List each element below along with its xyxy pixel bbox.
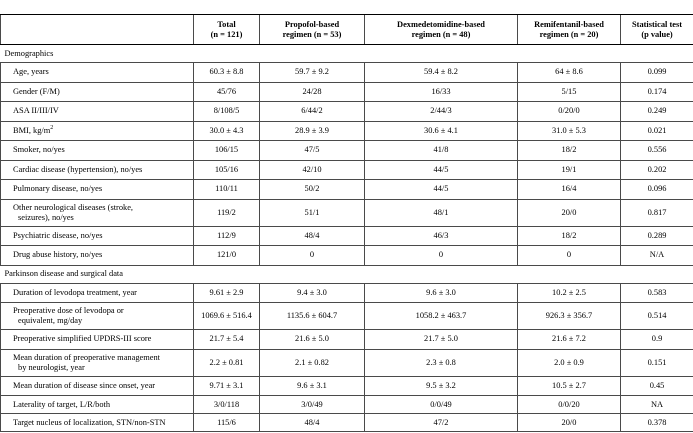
table-row (1, 376, 693, 396)
table-cell: 30.6 ± 4.1 (365, 121, 518, 141)
table-cell: 0.249 (621, 102, 693, 122)
table-cell: 119/2 (194, 199, 260, 226)
table-cell: 0.096 (621, 180, 693, 200)
table-cell: 48/1 (365, 199, 518, 226)
table-cell: 0 (365, 246, 518, 266)
table-cell: 18/2 (518, 226, 621, 246)
table-row (1, 303, 693, 330)
table-cell: 16/33 (365, 82, 518, 102)
table-row (1, 330, 693, 350)
table-cell: 42/10 (260, 160, 365, 180)
table-cell: 0.45 (621, 376, 693, 396)
table-cell: 0/20/0 (518, 102, 621, 122)
table-cell: 1135.6 ± 604.7 (260, 303, 365, 330)
table-cell: 44/5 (365, 180, 518, 200)
table-cell: 9.71 ± 3.1 (194, 376, 260, 396)
table-cell: 0.9 (621, 330, 693, 350)
table-cell: 121/0 (194, 246, 260, 266)
table-cell: 21.6 ± 7.2 (518, 330, 621, 350)
row-label: ASA II/III/IV (1, 102, 194, 122)
header-propofol: Propofol-based regimen (n = 53) (260, 15, 365, 45)
header-remifentanil: Remifentanil-based regimen (n = 20) (518, 15, 621, 45)
table-cell: 64 ± 8.6 (518, 63, 621, 83)
table-cell: 20/0 (518, 199, 621, 226)
table-cell: N/A (621, 246, 693, 266)
table-cell: 10.2 ± 2.5 (518, 283, 621, 303)
table-cell: 112/9 (194, 226, 260, 246)
table-row (1, 414, 693, 432)
table-cell: 59.4 ± 8.2 (365, 63, 518, 83)
row-label: BMI, $kg/m^2$ (1, 121, 194, 141)
table-cell: 18/2 (518, 141, 621, 161)
table-row (1, 246, 693, 266)
table-cell: 20/0 (518, 414, 621, 432)
table-cell: 47/2 (365, 414, 518, 432)
row-label: Drug abuse history, no/yes (1, 246, 194, 266)
header-statistical-test: Statistical test (p value) (621, 15, 693, 45)
table-cell: 0 (260, 246, 365, 266)
table-cell: 50/2 (260, 180, 365, 200)
header-row (1, 15, 693, 45)
row-label: Smoker, no/yes (1, 141, 194, 161)
table-cell: 2.2 ± 0.81 (194, 349, 260, 376)
row-label: Psychiatric disease, no/yes (1, 226, 194, 246)
table-cell: 3/0/49 (260, 396, 365, 414)
table-row (1, 396, 693, 414)
table-cell: 0/0/20 (518, 396, 621, 414)
table-cell: 1069.6 ± 516.4 (194, 303, 260, 330)
table-row (1, 121, 693, 141)
table-cell: 0.151 (621, 349, 693, 376)
table-cell: 19/1 (518, 160, 621, 180)
table-cell: 0.514 (621, 303, 693, 330)
table-cell: 9.5 ± 3.2 (365, 376, 518, 396)
table-cell: 2/44/3 (365, 102, 518, 122)
section-title: Parkinson disease and surgical data (1, 265, 693, 283)
table-cell: 41/8 (365, 141, 518, 161)
section-row (1, 45, 693, 63)
row-label: Gender (F/M) (1, 82, 194, 102)
table-cell: 30.0 ± 4.3 (194, 121, 260, 141)
table-cell: 47/5 (260, 141, 365, 161)
row-label: Cardiac disease (hypertension), no/yes (1, 160, 194, 180)
table-cell: 110/11 (194, 180, 260, 200)
table-cell: 21.7 ± 5.0 (365, 330, 518, 350)
table-cell: 0.021 (621, 121, 693, 141)
table-cell: 0.202 (621, 160, 693, 180)
row-label: Laterality of target, L/R/both (1, 396, 194, 414)
table-cell: NA (621, 396, 693, 414)
table-cell: 926.3 ± 356.7 (518, 303, 621, 330)
row-label: Age, years (1, 63, 194, 83)
row-label: Preoperative simplified UPDRS-III score (1, 330, 194, 350)
table-cell: 9.6 ± 3.1 (260, 376, 365, 396)
table-row (1, 283, 693, 303)
table-cell: 28.9 ± 3.9 (260, 121, 365, 141)
row-label: Mean duration of disease since onset, year (1, 376, 194, 396)
table-cell: 0 (518, 246, 621, 266)
table-row (1, 141, 693, 161)
table-cell: 24/28 (260, 82, 365, 102)
table-cell: 0.817 (621, 199, 693, 226)
table-cell: 2.3 ± 0.8 (365, 349, 518, 376)
table-cell: 45/76 (194, 82, 260, 102)
table-cell: 3/0/118 (194, 396, 260, 414)
table-cell: 0.378 (621, 414, 693, 432)
table-cell: 51/1 (260, 199, 365, 226)
table-cell: 46/3 (365, 226, 518, 246)
table-cell: 48/4 (260, 414, 365, 432)
table-cell: 0.556 (621, 141, 693, 161)
table-cell: 59.7 ± 9.2 (260, 63, 365, 83)
table-top-rule (1, 0, 693, 15)
row-label: Target nucleus of localization, STN/non-STN (1, 414, 194, 432)
table-cell: 0/0/49 (365, 396, 518, 414)
section-title: Demographics (1, 45, 693, 63)
table-cell: 2.1 ± 0.82 (260, 349, 365, 376)
header-total: Total (n = 121) (194, 15, 260, 45)
row-label: Mean duration of preoperative management by neurologist, year (1, 349, 194, 376)
header-dexmedetomidine: Dexmedetomidine-based regimen (n = 48) (365, 15, 518, 45)
row-label: Duration of levodopa treatment, year (1, 283, 194, 303)
table-cell: 105/16 (194, 160, 260, 180)
table-cell: 5/15 (518, 82, 621, 102)
table-row (1, 226, 693, 246)
table-cell: 0.099 (621, 63, 693, 83)
table-cell: 9.4 ± 3.0 (260, 283, 365, 303)
table-row (1, 199, 693, 226)
table-row (1, 102, 693, 122)
row-label: Other neurological diseases (stroke, seizures), no/yes (1, 199, 194, 226)
header-blank (1, 15, 194, 45)
table-row (1, 180, 693, 200)
table-cell: 60.3 ± 8.8 (194, 63, 260, 83)
table-row (1, 349, 693, 376)
table-cell: 21.6 ± 5.0 (260, 330, 365, 350)
table-cell: 115/6 (194, 414, 260, 432)
table-cell: 1058.2 ± 463.7 (365, 303, 518, 330)
table-cell: 16/4 (518, 180, 621, 200)
row-label: Preoperative dose of levodopa or equivalent, mg/day (1, 303, 194, 330)
table-cell: 0.289 (621, 226, 693, 246)
table-cell: 2.0 ± 0.9 (518, 349, 621, 376)
table-cell: 10.5 ± 2.7 (518, 376, 621, 396)
row-label: Pulmonary disease, no/yes (1, 180, 194, 200)
table-cell: 48/4 (260, 226, 365, 246)
table-cell: 0.174 (621, 82, 693, 102)
table-cell: 21.7 ± 5.4 (194, 330, 260, 350)
table-row (1, 160, 693, 180)
table-row (1, 82, 693, 102)
table-cell: 31.0 ± 5.3 (518, 121, 621, 141)
table-cell: 0.583 (621, 283, 693, 303)
table-cell: 106/15 (194, 141, 260, 161)
table-row (1, 63, 693, 83)
table-cell: 9.6 ± 3.0 (365, 283, 518, 303)
table-cell: 8/108/5 (194, 102, 260, 122)
section-row (1, 265, 693, 283)
table-cell: 44/5 (365, 160, 518, 180)
table-cell: 9.61 ± 2.9 (194, 283, 260, 303)
table-cell: 6/44/2 (260, 102, 365, 122)
